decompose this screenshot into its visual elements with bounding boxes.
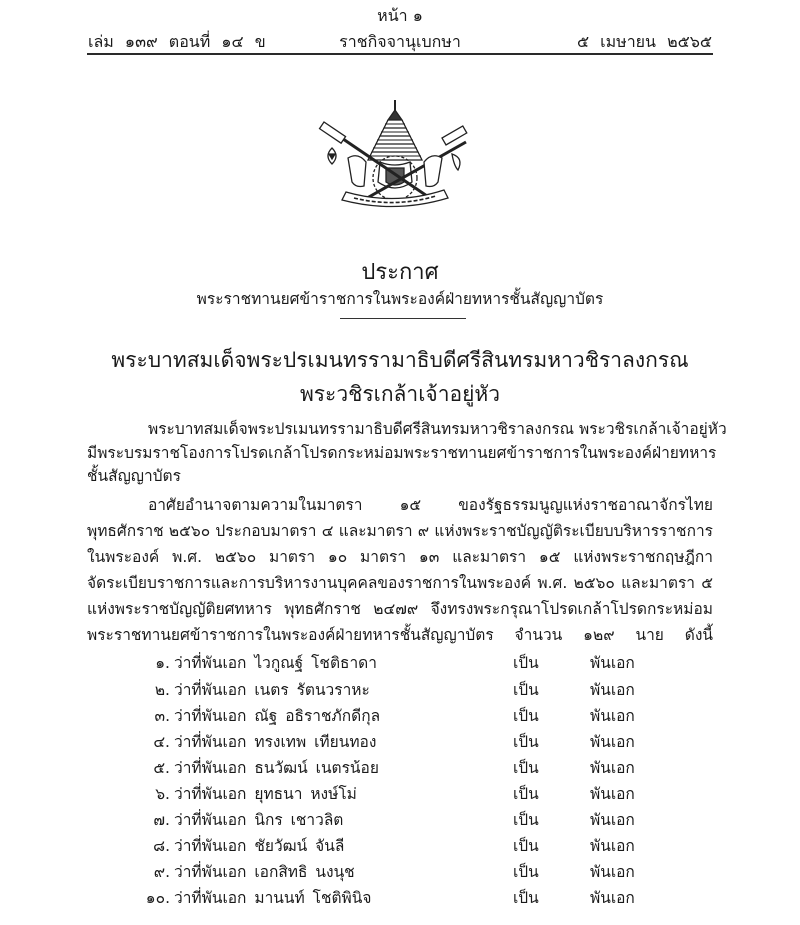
list-item-rank: พันเอก: [590, 889, 635, 907]
list-item-as: เป็น: [513, 759, 539, 777]
list-item-as: เป็น: [513, 733, 539, 751]
title-separator: [340, 318, 466, 319]
list-item-rank: พันเอก: [590, 681, 635, 699]
list-item-number: ๙.: [153, 863, 170, 881]
paragraph-2-line: พุทธศักราช ๒๕๖๐ ประกอบมาตรา ๔ และมาตรา ๙ แห่งพระราชบัญญัติระเบียบบริหารราชการ: [87, 522, 713, 540]
paragraph-1-line: มีพระบรมราชโองการโปรดเกล้าโปรดกระหม่อมพระราชทานยศข้าราชการในพระองค์ฝ่ายทหาร: [87, 444, 717, 462]
king-name-line-1: พระบาทสมเด็จพระปรเมนทรรามาธิบดีศรีสินทรมหาวชิราลงกรณ: [111, 348, 689, 372]
list-item-as: เป็น: [513, 889, 539, 907]
list-item-name: ว่าที่พันเอก ยุทธนา หงษ์โม่: [174, 785, 357, 803]
gazette-name: ราชกิจจานุเบกษา: [339, 32, 461, 51]
page-number: หน้า ๑: [377, 6, 423, 25]
list-item-number: ๔.: [153, 733, 170, 751]
paragraph-2-line: อาศัยอำนาจตามความในมาตรา ๑๕ ของรัฐธรรมนูญแห่งราชอาณาจักรไทย: [148, 496, 713, 514]
list-item-rank: พันเอก: [590, 654, 635, 672]
list-item-rank: พันเอก: [590, 837, 635, 855]
list-item-as: เป็น: [513, 654, 539, 672]
list-item-number: ๑๐.: [145, 889, 170, 907]
publication-date: ๕ เมษายน ๒๕๖๕: [576, 32, 712, 51]
list-item-number: ๑.: [155, 654, 170, 672]
paragraph-2-line: ในพระองค์ พ.ศ. ๒๕๖๐ มาตรา ๑๐ มาตรา ๑๓ และมาตรา ๑๕ แห่งพระราชกฤษฎีกา: [87, 548, 713, 566]
list-item-as: เป็น: [513, 863, 539, 881]
royal-garuda-emblem-icon: [318, 98, 472, 210]
list-item-name: ว่าที่พันเอก เนตร รัตนวราหะ: [174, 681, 370, 699]
list-item-name: ว่าที่พันเอก ทรงเทพ เทียนทอง: [174, 733, 377, 751]
list-item-as: เป็น: [513, 681, 539, 699]
list-item-as: เป็น: [513, 785, 539, 803]
list-item-rank: พันเอก: [590, 811, 635, 829]
list-item-number: ๒.: [154, 681, 170, 699]
list-item-as: เป็น: [513, 837, 539, 855]
paragraph-2-line: พระราชทานยศข้าราชการในพระองค์ฝ่ายทหารชั้นสัญญาบัตร จำนวน ๑๒๙ นาย ดังนี้: [87, 626, 713, 644]
volume-issue: เล่ม ๑๓๙ ตอนที่ ๑๔ ข: [88, 32, 266, 51]
document-subtitle: พระราชทานยศข้าราชการในพระองค์ฝ่ายทหารชั้นสัญญาบัตร: [196, 290, 604, 308]
list-item-as: เป็น: [513, 811, 539, 829]
paragraph-2-line: จัดระเบียบราชการและการบริหารงานบุคคลของราชการในพระองค์ พ.ศ. ๒๕๖๐ และมาตรา ๕: [87, 574, 713, 592]
list-item-name: ว่าที่พันเอก เอกสิทธิ นงนุช: [174, 863, 355, 881]
list-item-number: ๗.: [153, 811, 170, 829]
paragraph-1-line: พระบาทสมเด็จพระปรเมนทรรามาธิบดีศรีสินทรมหาวชิราลงกรณ พระวชิรเกล้าเจ้าอยู่หัว: [148, 420, 727, 438]
list-item-name: ว่าที่พันเอก ไวกูณฐ์ โชติธาดา: [174, 654, 377, 672]
list-item-number: ๘.: [153, 837, 170, 855]
list-item-rank: พันเอก: [590, 785, 635, 803]
list-item-name: ว่าที่พันเอก ณัฐ อธิราชภักดีกุล: [174, 707, 381, 725]
list-item-name: ว่าที่พันเอก นิกร เชาวลิต: [174, 811, 344, 829]
list-item-number: ๓.: [154, 707, 170, 725]
list-item-number: ๖.: [155, 785, 170, 803]
king-name-line-2: พระวชิรเกล้าเจ้าอยู่หัว: [299, 382, 501, 406]
paragraph-2-line: แห่งพระราชบัญญัติยศทหาร พุทธศักราช ๒๔๗๙ จึงทรงพระกรุณาโปรดเกล้าโปรดกระหม่อม: [87, 600, 713, 618]
document-title: ประกาศ: [361, 260, 439, 285]
list-item-rank: พันเอก: [590, 759, 635, 777]
list-item-rank: พันเอก: [590, 733, 635, 751]
paragraph-1-line: ชั้นสัญญาบัตร: [87, 467, 181, 485]
list-item-rank: พันเอก: [590, 863, 635, 881]
header-rule: [87, 53, 713, 55]
list-item-name: ว่าที่พันเอก มานนท์ โชติพินิจ: [174, 889, 372, 907]
list-item-rank: พันเอก: [590, 707, 635, 725]
list-item-as: เป็น: [513, 707, 539, 725]
list-item-name: ว่าที่พันเอก ชัยวัฒน์ จันลี: [174, 837, 345, 855]
list-item-number: ๕.: [153, 759, 170, 777]
list-item-name: ว่าที่พันเอก ธนวัฒน์ เนตรน้อย: [174, 759, 379, 777]
